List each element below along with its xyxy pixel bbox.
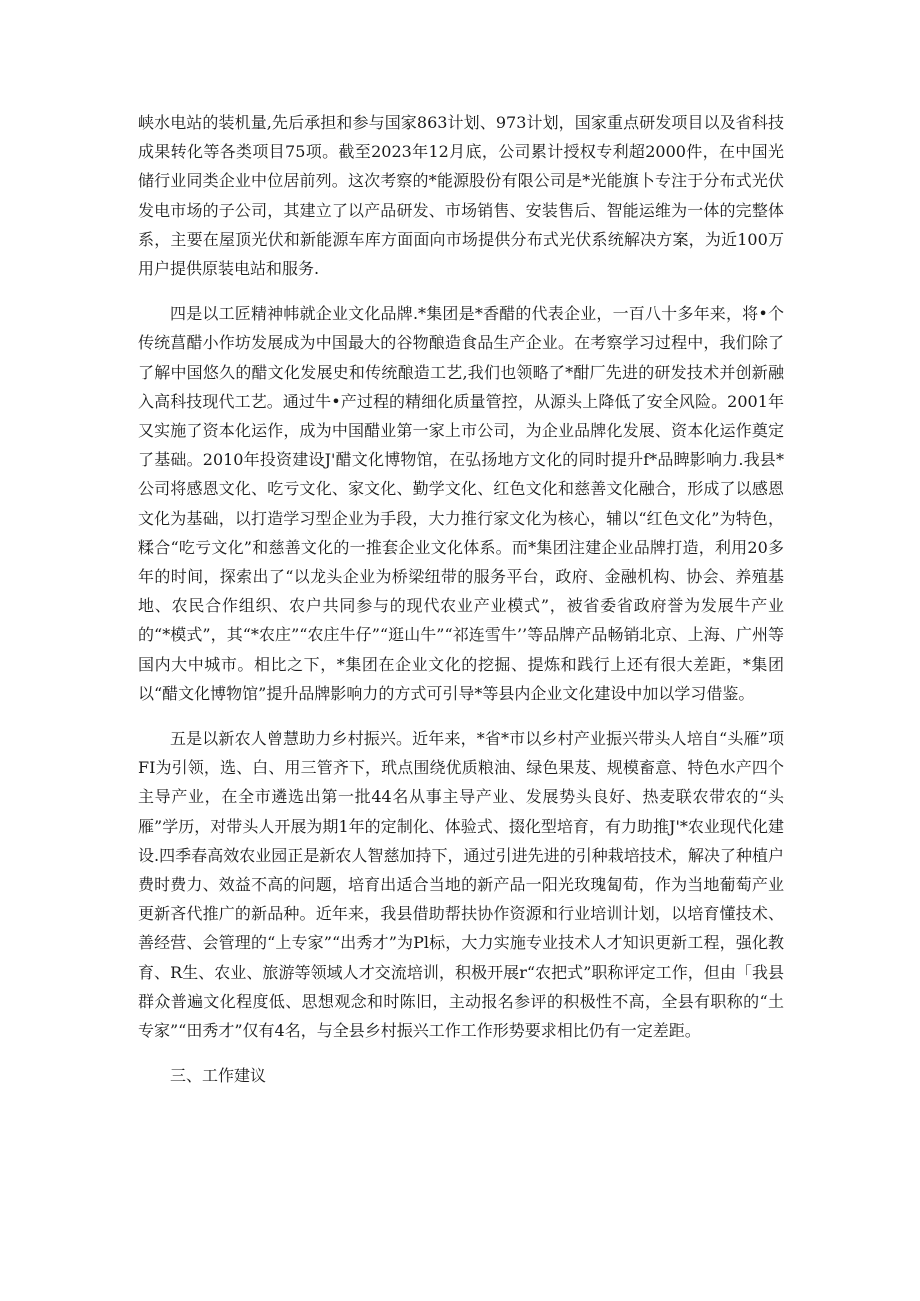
paragraph-corporate-culture: 四是以工匠精神帏就企业文化品牌.*集团是*香醋的代表企业，一百八十多年来，将•个传统菖醋小作坊发展成为中国最大的谷物酿造食品生产企业。在考察学习过程中，我们除了了解中国悠久的醋文化发展史和传统酿造工艺,我们也领略了*酣厂先进的研发技术并创新融入高科技现代工艺。通过牛•产过程的精细化质量管控，从源头上降低了安全风险。2001年又实施了资本化运作，成为中国醋业第一家上市公司，为企业品牌化发展、资本化运作奠定了基础。2010年投资建设J'醋文化博物馆，在弘扬地方文化的同时提升f*品睥影响力.我县*公司将感恩文化、吃亏文化、家文化、勤学文化、红色文化和慈善文化融合，形成了以感恩文化为基础，以打造学习型企业为手段，大力推行家文化为核心，辅以“红色文化”为特色，糅合“吃亏文化”和慈善文化的一推套企业文化体系。而*集团注建企业品牌打造，利用20多年的时间，探索出了“以龙头企业为桥梁纽带的服务平台，政府、金融机构、协会、养殖基地、农民合作组织、农户共同参与的现代农业产业模式”，被省委省政府誉为发展牛产业的“*模式”，其“*农庄”“农庄牛仔”“逛山牛”“祁连雪牛’’等品牌产品畅销北京、上海、广州等国内大中城市。相比之下，*集团在企业文化的挖掘、提炼和践行上还有很大差距，*集团以“醋文化博物馆”提升品牌影响力的方式可引导*等县内企业文化建设中加以学习借鉴。 <box>138 304 784 703</box>
paragraph-hydropower-company: 峡水电站的装机量,先后承担和参与国家863计划、973计划，国家重点研发项目以及省科技成果转化等各类项目75项。截至2023年12月底，公司累计授权专利超2000件，在中国光储行业同类企业中位居前列。这次考察的*能源股份有限公司是*光能旗卜专注于分布式光伏发电市场的子公司，其建立了以产品研发、市场销售、安装售后、智能运维为一体的完整体系，主要在屋顶光伏和新能源车库方面面向市场提供分布式光伏系统解决方案，为近100万用户提供原装电站和服务. <box>138 113 784 279</box>
section-heading-work-suggestions: 三、工作建议 <box>170 1066 267 1086</box>
paragraph-new-farmers: 五是以新农人曾慧助力乡村振兴。近年来，*省*市以乡村产业振兴带头人培自“头雁”项FI为引领，选、白、用三管齐下，玳点围绕优质粮油、绿色果芨、规模畜意、特色水产四个主导产业，在全市遴选出第一批44名从事主导产业、发展势头良好、热麦联农带农的“头雁”学历，对带头人开展为期1年的定制化、体验式、掇化型培育，有力助推J'*农业现代化建设.四季春高效农业园正是新农人智慈加持下，通过引进先进的引种栽培技术，解决了种植户费时费力、效益不高的问题，培育出适合当地的新产品一阳光玫瑰匐荀，作为当地葡萄产业更新吝代推广的新品种。近年来，我县借助帮扶协作资源和行业培训计划，以培育懂技术、善经营、会管理的“上专家”“出秀才”为Pl标，大力实施专业技术人才知识更新工程，强化教育、R生、农业、旅游等领域人才交流培训，积极开展r“农把式”职称评定工作，但由「我县群众普遍文化程度低、思想观念和时陈旧，主动报名参评的积极性不高，全县有职称的“土专家”“田秀才”仅有4名，与全县乡村振兴工作工作形势要求相比仍有一定差距。 <box>138 729 784 1041</box>
document-page <box>138 108 784 1091</box>
